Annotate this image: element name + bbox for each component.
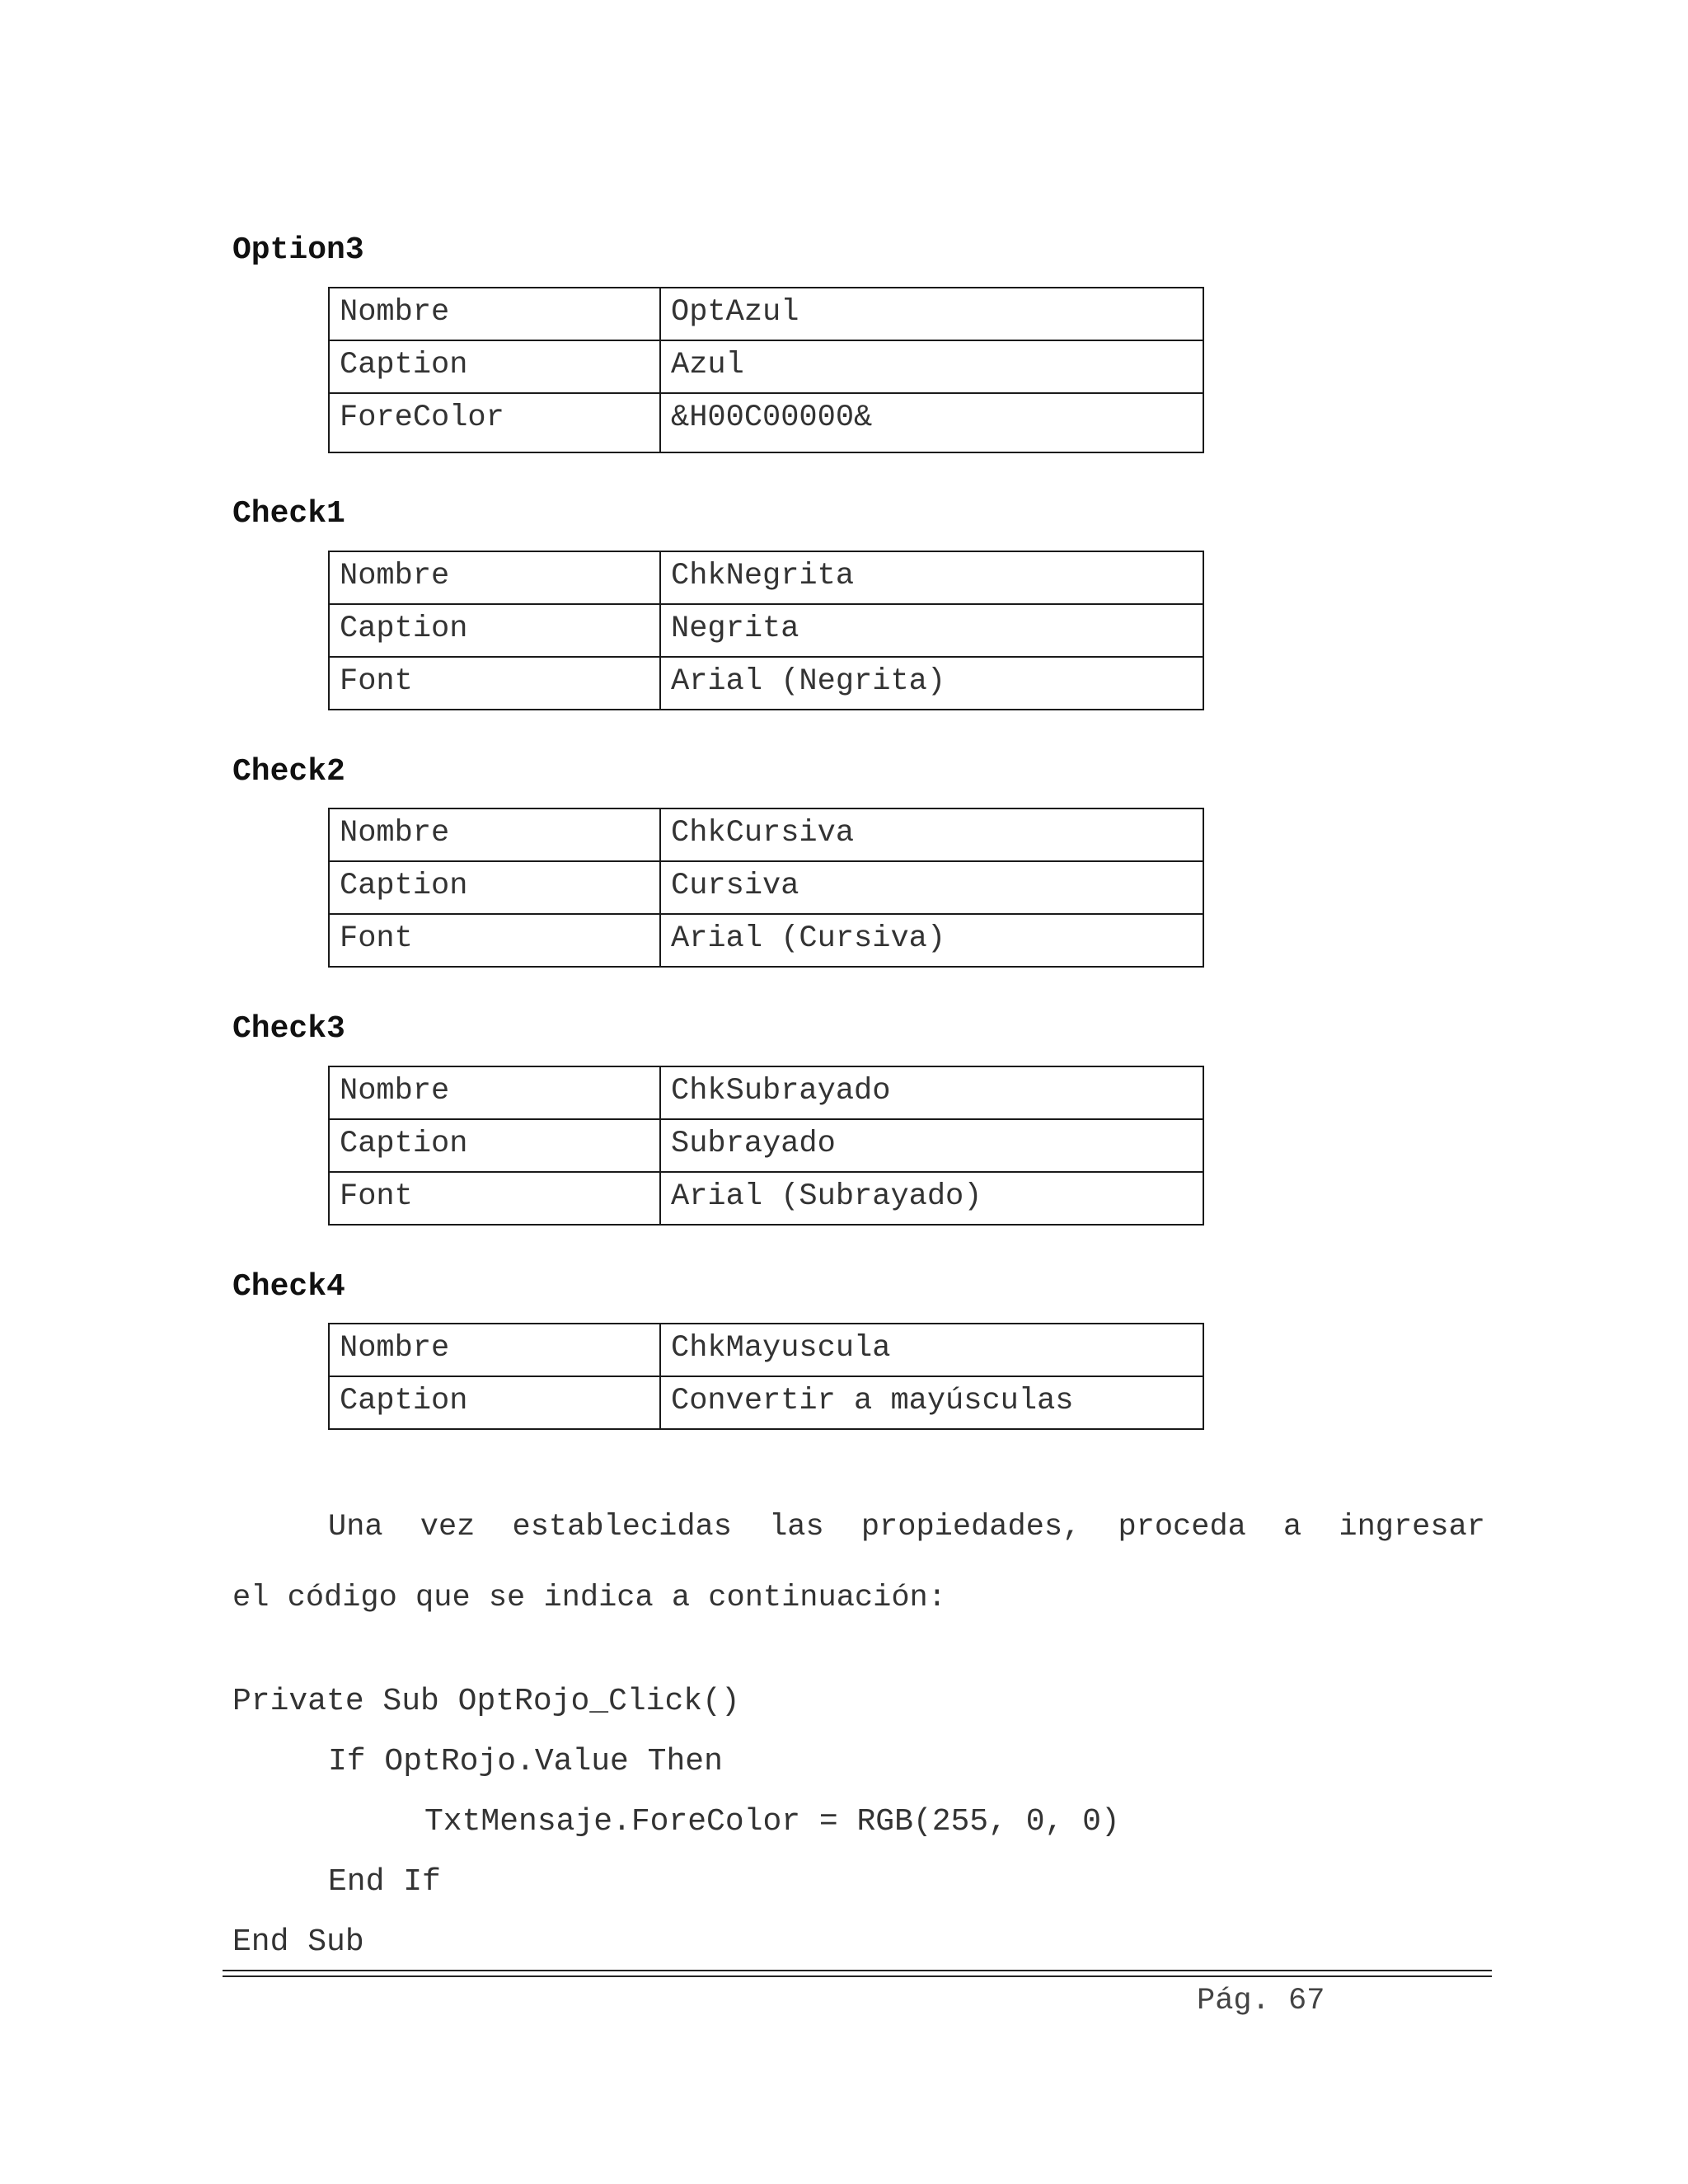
property-name: Nombre bbox=[329, 1066, 660, 1119]
property-name: Font bbox=[329, 657, 660, 710]
property-value: Arial (Subrayado) bbox=[660, 1172, 1203, 1225]
properties-table-check4 bbox=[328, 1323, 1204, 1430]
properties-table-option3 bbox=[328, 287, 1204, 453]
property-value: Cursiva bbox=[660, 861, 1203, 914]
property-name: Caption bbox=[329, 340, 660, 393]
table-row bbox=[329, 604, 1203, 657]
table-row bbox=[329, 1172, 1203, 1225]
property-value: &H00C00000& bbox=[660, 393, 1203, 452]
table-row bbox=[329, 1324, 1203, 1376]
table-row bbox=[329, 288, 1203, 340]
page-number: Pág. 67 bbox=[1197, 1984, 1325, 2018]
property-value: ChkCursiva bbox=[660, 808, 1203, 861]
property-name: Font bbox=[329, 914, 660, 967]
property-name: Caption bbox=[329, 604, 660, 657]
table-row bbox=[329, 808, 1203, 861]
section-title-check1: Check1 bbox=[232, 496, 345, 532]
property-name: Caption bbox=[329, 1119, 660, 1172]
table-row bbox=[329, 1376, 1203, 1429]
property-name: Nombre bbox=[329, 808, 660, 861]
section-title-check3: Check3 bbox=[232, 1011, 345, 1047]
property-value: Convertir a mayúsculas bbox=[660, 1376, 1203, 1429]
property-value: ChkNegrita bbox=[660, 551, 1203, 604]
property-value: Azul bbox=[660, 340, 1203, 393]
section-title-check2: Check2 bbox=[232, 754, 345, 790]
code-line: If OptRojo.Value Then bbox=[328, 1744, 723, 1779]
property-value: Negrita bbox=[660, 604, 1203, 657]
section-title-check4: Check4 bbox=[232, 1269, 345, 1305]
properties-table-check1 bbox=[328, 551, 1204, 710]
table-row bbox=[329, 657, 1203, 710]
property-value: Arial (Negrita) bbox=[660, 657, 1203, 710]
table-row bbox=[329, 340, 1203, 393]
paragraph-line: el código que se indica a continuación: bbox=[232, 1581, 946, 1615]
footer-rule bbox=[223, 1970, 1492, 1971]
property-value: ChkSubrayado bbox=[660, 1066, 1203, 1119]
paragraph-line: Una vez establecidas las propiedades, proceda a ingresar bbox=[328, 1510, 1485, 1544]
property-name: Nombre bbox=[329, 551, 660, 604]
footer-rule bbox=[223, 1975, 1492, 1977]
table-row bbox=[329, 861, 1203, 914]
property-name: Font bbox=[329, 1172, 660, 1225]
property-value: OptAzul bbox=[660, 288, 1203, 340]
property-name: Nombre bbox=[329, 288, 660, 340]
property-name: Caption bbox=[329, 861, 660, 914]
table-row bbox=[329, 1066, 1203, 1119]
property-name: Caption bbox=[329, 1376, 660, 1429]
table-row bbox=[329, 914, 1203, 967]
property-name: Nombre bbox=[329, 1324, 660, 1376]
section-title-option3: Option3 bbox=[232, 232, 364, 268]
property-value: ChkMayuscula bbox=[660, 1324, 1203, 1376]
property-value: Arial (Cursiva) bbox=[660, 914, 1203, 967]
properties-table-check2 bbox=[328, 808, 1204, 968]
code-line: End Sub bbox=[232, 1924, 364, 1960]
code-line: End If bbox=[328, 1864, 441, 1900]
property-value: Subrayado bbox=[660, 1119, 1203, 1172]
property-name: ForeColor bbox=[329, 393, 660, 452]
code-line: Private Sub OptRojo_Click() bbox=[232, 1684, 740, 1719]
table-row bbox=[329, 1119, 1203, 1172]
code-line: TxtMensaje.ForeColor = RGB(255, 0, 0) bbox=[424, 1804, 1120, 1840]
properties-table-check3 bbox=[328, 1066, 1204, 1226]
instruction-paragraph bbox=[232, 1492, 1485, 1633]
table-row bbox=[329, 393, 1203, 452]
table-row bbox=[329, 551, 1203, 604]
